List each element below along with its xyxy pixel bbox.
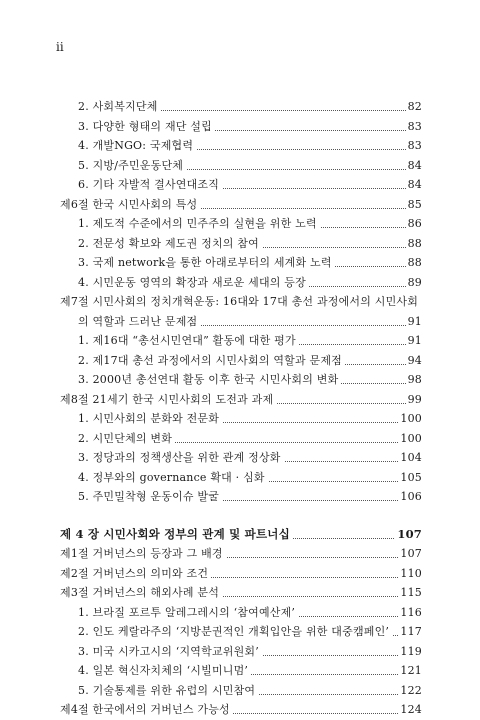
toc-entry[interactable] <box>0 370 480 390</box>
toc-entry-page: 83 <box>406 117 422 137</box>
toc-entry[interactable] <box>0 544 480 564</box>
toc-entry[interactable] <box>0 429 480 449</box>
toc-entry[interactable] <box>0 642 480 662</box>
toc-entry[interactable] <box>0 583 480 603</box>
page-number: ii <box>56 40 64 54</box>
toc-entry[interactable] <box>0 390 480 410</box>
toc-entry-page: 91 <box>406 331 422 351</box>
toc-entry-title: 2. 인도 케랄라주의 ‘지방분권적인 개획입안을 위한 대중캠페인’ <box>78 622 392 642</box>
toc-entry-page: 110 <box>398 564 422 584</box>
toc-entry-title: 제4절 한국에서의 거버넌스 가능성 <box>60 700 233 720</box>
toc-entry-page: 88 <box>406 234 422 254</box>
toc-entry-title: 2. 사회복지단체 <box>78 97 161 117</box>
toc-entry-title: 4. 일본 혁신자치체의 ‘시빌미니멈’ <box>78 661 251 681</box>
toc-entry-title: 3. 정당과의 정책생산을 위한 관계 정상화 <box>78 448 284 468</box>
toc-entry-page: 100 <box>398 409 422 429</box>
toc-entry-title: 4. 정부와의 governance 확대 · 심화 <box>78 468 268 488</box>
toc-entry-page: 117 <box>398 622 422 642</box>
toc-entry[interactable] <box>0 448 480 468</box>
toc-entry-title: 1. 제16대 “총선시민연대” 활동에 대한 평가 <box>78 331 299 351</box>
toc-entry-title: 5. 주민밀착형 운동이슈 발굴 <box>78 487 222 507</box>
toc-entry-title: 제2절 거버넌스의 의미와 조건 <box>60 564 211 584</box>
table-of-contents <box>0 97 480 720</box>
toc-entry[interactable] <box>0 292 480 312</box>
toc-entry-page: 82 <box>406 97 422 117</box>
toc-entry[interactable] <box>0 156 480 176</box>
toc-entry-page: 107 <box>395 525 422 545</box>
toc-entry[interactable] <box>0 409 480 429</box>
toc-entry-page: 84 <box>406 156 422 176</box>
toc-entry-title: 1. 제도적 수준에서의 민주주의 실현을 위한 노력 <box>78 214 320 234</box>
toc-entry-page: 99 <box>406 390 422 410</box>
toc-entry-title: 3. 다양한 형태의 재단 설립 <box>78 117 215 137</box>
toc-entry-page: 122 <box>398 681 422 701</box>
toc-entry[interactable] <box>0 97 480 117</box>
toc-entry[interactable] <box>0 564 480 584</box>
toc-entry[interactable] <box>0 195 480 215</box>
toc-entry[interactable] <box>0 214 480 234</box>
toc-entry-title: 1. 시민사회의 분화와 전문화 <box>78 409 222 429</box>
toc-entry-page: 100 <box>398 429 422 449</box>
toc-entry-page: 89 <box>406 273 422 293</box>
toc-entry-title: 5. 기술통제를 위한 유럽의 시민참여 <box>78 681 258 701</box>
toc-entry-title: 제7절 시민사회의 정치개혁운동: 16대와 17대 총선 과정에서의 시민사회 <box>60 292 421 312</box>
toc-entry[interactable] <box>0 175 480 195</box>
toc-entry-title: 의 역할과 드러난 문제점 <box>78 312 200 332</box>
toc-entry-title: 제1절 거버넌스의 등장과 그 배경 <box>60 544 226 564</box>
toc-entry-title: 제 4 장 시민사회와 정부의 관계 및 파트너십 <box>60 525 293 545</box>
toc-entry-page: 104 <box>398 448 422 468</box>
toc-entry[interactable] <box>0 351 480 371</box>
toc-entry-page: 116 <box>398 603 422 623</box>
toc-entry[interactable] <box>0 331 480 351</box>
toc-entry-title: 제8절 21세기 한국 시민사회의 도전과 과제 <box>60 390 276 410</box>
toc-entry-title: 3. 미국 시카고시의 ‘지역학교위원회’ <box>78 642 262 662</box>
toc-entry[interactable] <box>0 136 480 156</box>
toc-entry-page: 98 <box>406 370 422 390</box>
toc-entry-title: 5. 지방/주민운동단체 <box>78 156 186 176</box>
toc-entry-page: 94 <box>406 351 422 371</box>
toc-entry-page: 85 <box>406 195 422 215</box>
toc-entry-title: 4. 개발NGO: 국제협력 <box>78 136 196 156</box>
toc-entry-page: 105 <box>398 468 422 488</box>
toc-entry[interactable] <box>0 661 480 681</box>
toc-entry-title: 6. 기타 자발적 결사연대조직 <box>78 175 222 195</box>
toc-entry-page: 124 <box>398 700 422 720</box>
toc-entry[interactable] <box>0 525 480 545</box>
toc-entry-title: 3. 2000년 총선연대 활동 이후 한국 시민사회의 변화 <box>78 370 341 390</box>
toc-entry[interactable] <box>0 253 480 273</box>
toc-entry[interactable] <box>0 700 480 720</box>
toc-entry-title: 1. 브라질 포르투 알레그레시의 ‘참여예산제’ <box>78 603 298 623</box>
toc-entry-title: 제3절 거버넌스의 해외사례 분석 <box>60 583 222 603</box>
toc-entry[interactable] <box>0 468 480 488</box>
toc-entry-title: 제6절 한국 시민사회의 특성 <box>60 195 200 215</box>
toc-entry[interactable] <box>0 487 480 507</box>
toc-entry-page: 84 <box>406 175 422 195</box>
toc-entry-page: 91 <box>406 312 422 332</box>
toc-entry[interactable] <box>0 603 480 623</box>
toc-entry[interactable] <box>0 622 480 642</box>
toc-entry-page: 121 <box>398 661 422 681</box>
toc-entry-page: 86 <box>406 214 422 234</box>
toc-entry[interactable] <box>0 234 480 254</box>
section-spacer <box>0 507 480 525</box>
toc-entry[interactable] <box>0 681 480 701</box>
toc-entry-page: 119 <box>398 642 422 662</box>
toc-entry-title: 2. 제17대 총선 과정에서의 시민사회의 역할과 문제점 <box>78 351 345 371</box>
toc-entry-title: 4. 시민운동 영역의 확장과 새로운 세대의 등장 <box>78 273 309 293</box>
toc-entry[interactable] <box>0 273 480 293</box>
toc-entry-page: 115 <box>398 583 422 603</box>
toc-entry-title: 2. 시민단체의 변화 <box>78 429 175 449</box>
toc-entry[interactable] <box>0 312 480 332</box>
toc-entry-page: 88 <box>406 253 422 273</box>
toc-entry-page: 107 <box>398 544 422 564</box>
toc-entry-page: 83 <box>406 136 422 156</box>
toc-entry[interactable] <box>0 117 480 137</box>
toc-entry-title: 2. 전문성 확보와 제도권 정치의 참여 <box>78 234 262 254</box>
toc-entry-page: 106 <box>398 487 422 507</box>
toc-entry-title: 3. 국제 network을 통한 아래로부터의 세계화 노력 <box>78 253 335 273</box>
